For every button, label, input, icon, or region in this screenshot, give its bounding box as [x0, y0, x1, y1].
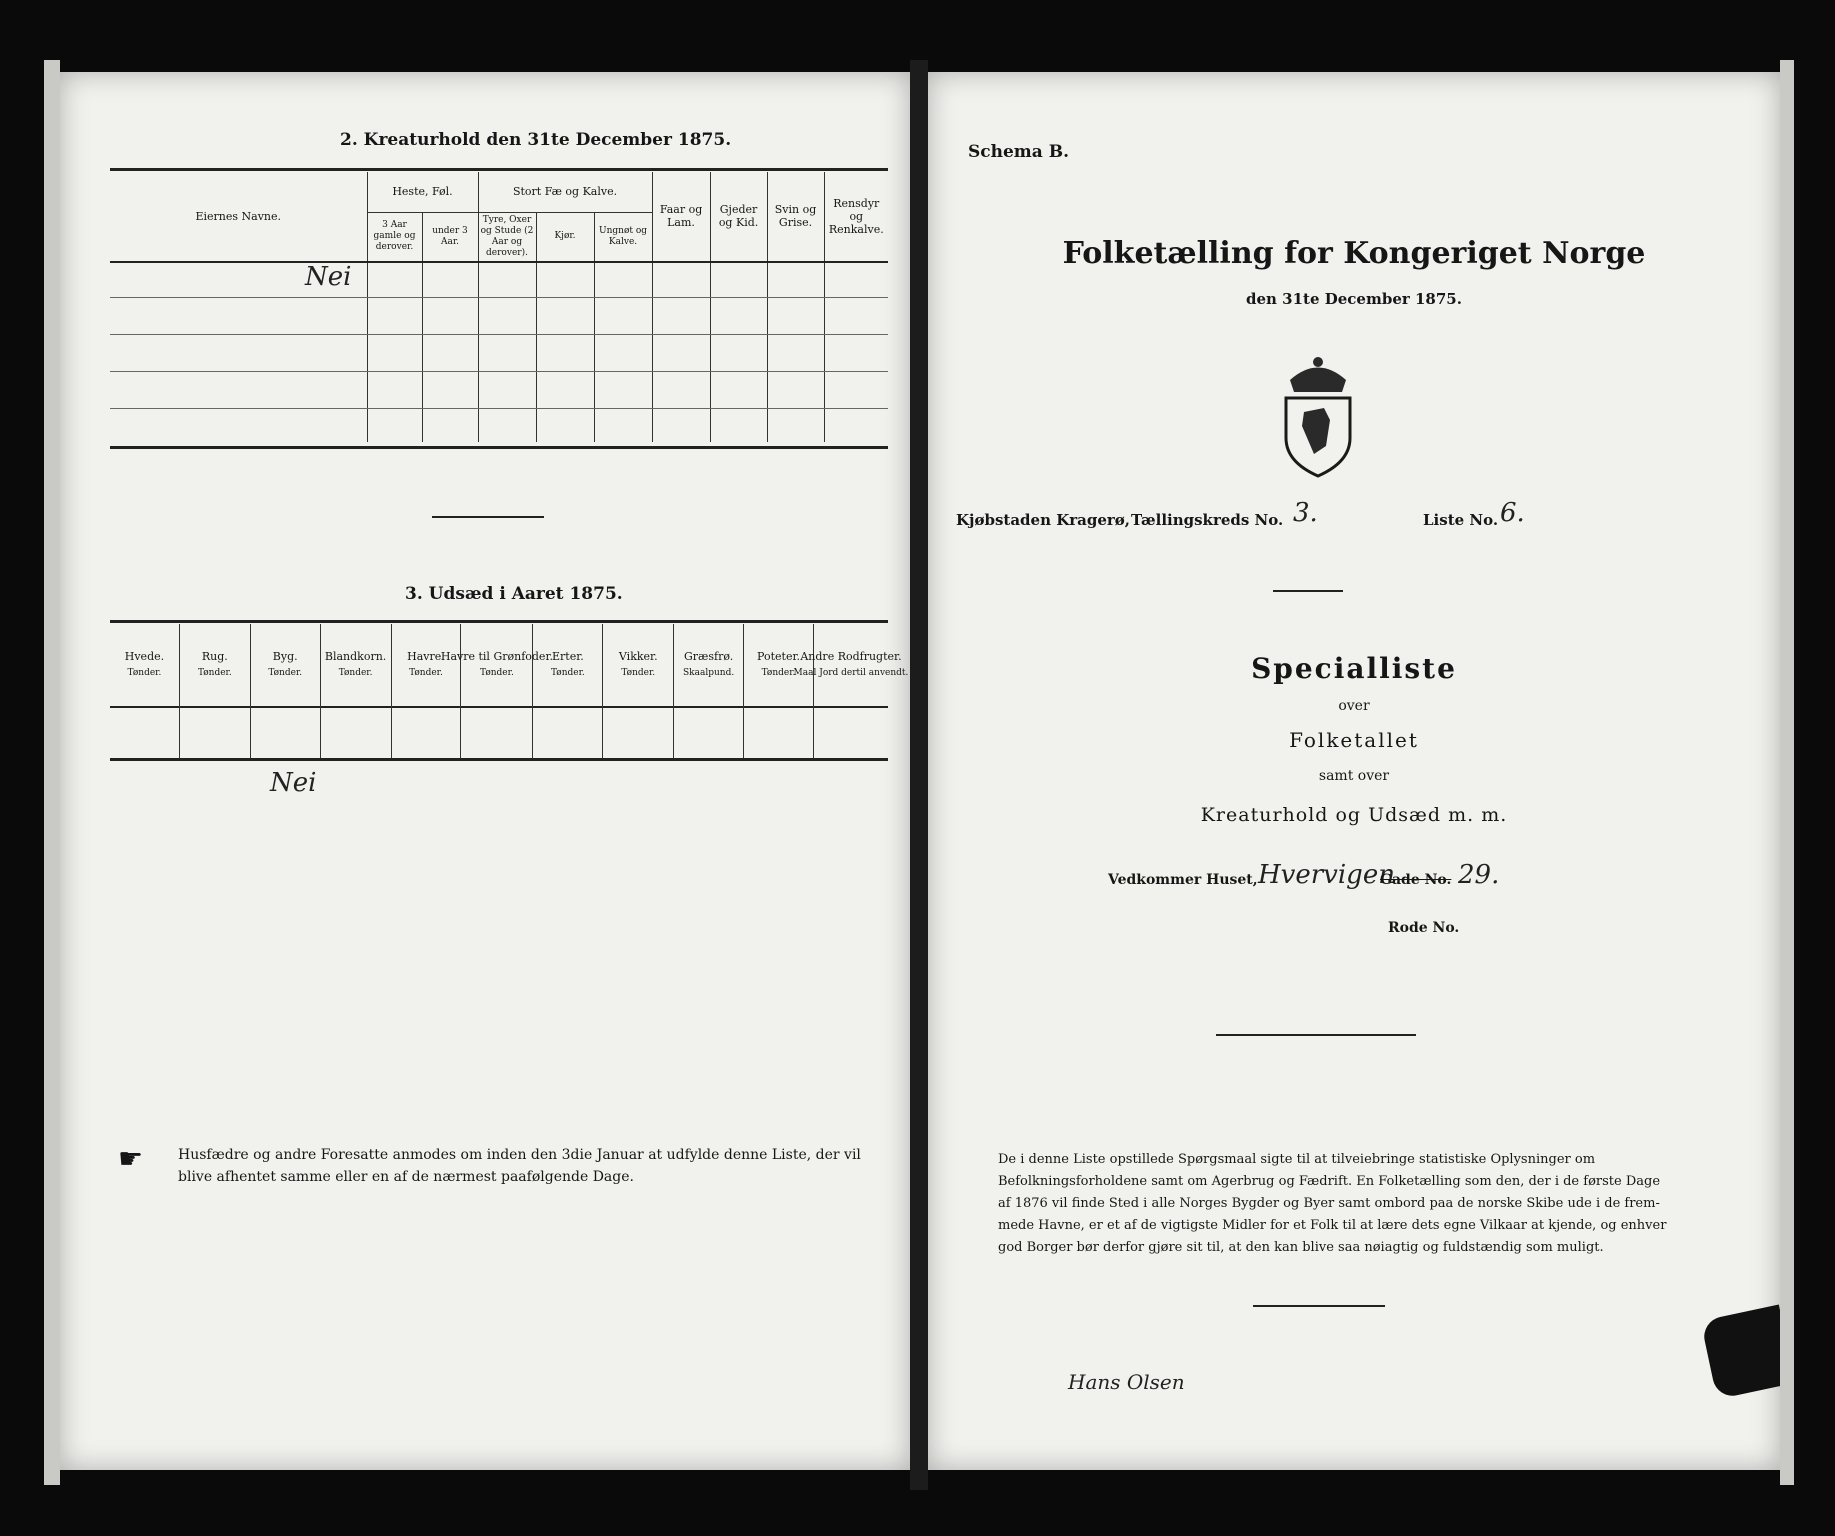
udsaed-column-name: Græsfrø.: [683, 650, 734, 663]
handwritten-nei-udsaed: Nei: [270, 768, 317, 798]
district-value: 3.: [1293, 498, 1318, 528]
notice-text: Husfædre og andre Foresatte anmodes om inden den 3die Januar at udfylde denne Liste, der vil blive afhentet samme eller en af de nærmest paafølgende Dage.: [178, 1147, 861, 1185]
table-row: [110, 372, 367, 409]
coat-of-arms-icon: [1268, 350, 1368, 480]
udsaed-column-unit: Tønder.: [197, 668, 232, 678]
col-stort-fae-group: Stort Fæ og Kalve.: [478, 172, 652, 212]
udsaed-column-name: Havre.: [407, 650, 445, 663]
col-heste-under3: under 3 Aar.: [422, 212, 478, 262]
udsaed-entry-cell: [814, 708, 888, 758]
udsaed-column-name: Vikker.: [618, 650, 658, 663]
house-value: Hvervigen: [1258, 860, 1395, 890]
udsaed-column-name: Erter.: [551, 650, 584, 663]
table2-top-rule: [110, 168, 888, 171]
udsaed-entry-cell: [392, 708, 461, 758]
udsaed-column: [180, 624, 251, 758]
divider: [1273, 590, 1343, 592]
info-paragraph: [998, 1149, 1738, 1259]
udsaed-entry-cell: [180, 708, 250, 758]
udsaed-column: [251, 624, 321, 758]
left-page-edge: [44, 60, 60, 1485]
house-label: Vedkommer Huset,: [1108, 872, 1258, 888]
udsaed-column: [440, 624, 553, 758]
over-text: over: [1338, 698, 1370, 714]
pointing-hand-icon: ☛: [118, 1142, 144, 1175]
gade-label: Gade No.: [1380, 872, 1452, 888]
udsaed-table: [110, 624, 909, 758]
handwritten-nei-kreaturhold: Nei: [305, 262, 352, 292]
kreaturhold-table: [110, 172, 888, 442]
udsaed-column-unit: Tønder.: [480, 668, 514, 678]
book-spine: [910, 60, 928, 1490]
district-label: Tællingskreds No.: [1131, 511, 1284, 529]
schema-label: Schema B.: [968, 142, 1070, 162]
col-heste-3aar: 3 Aar gamle og derover.: [367, 212, 422, 262]
udsaed-column: [392, 624, 462, 758]
udsaed-column-unit: Maal Jord dertil anvendt.: [793, 668, 909, 678]
left-page: [60, 72, 910, 1470]
udsaed-column-unit: Tønder.: [338, 668, 373, 678]
udsaed-entry-cell: [321, 708, 391, 758]
section3-title: 3. Udsæd i Aaret 1875.: [405, 584, 623, 604]
udsaed-entry-cell: [533, 708, 602, 758]
col-kjor: Kjør.: [536, 212, 594, 262]
udsaed-entry-cell: [674, 708, 743, 758]
col-tyre-oxer: Tyre, Oxer og Stude (2 Aar og derover).: [478, 212, 536, 262]
rode-label: Rode No.: [1388, 920, 1460, 936]
udsaed-entry-cell: [110, 708, 179, 758]
col-faar: Faar og Lam.: [652, 172, 710, 262]
udsaed-entry-cell: [251, 708, 320, 758]
udsaed-column-name: Rug.: [201, 650, 228, 663]
folketallet-heading: Folketallet: [1289, 728, 1419, 752]
gade-value: 29.: [1458, 860, 1500, 890]
udsaed-entry-cell: [461, 708, 532, 758]
udsaed-column-name: Andre Rodfrugter.: [800, 650, 902, 663]
section2-title: 2. Kreaturhold den 31te December 1875.: [340, 130, 732, 150]
info-line-3: af 1876 vil finde Sted i alle Norges Bygder og Byer samt ombord paa de norske Skibe ude i de frem-: [998, 1196, 1660, 1211]
udsaed-column-unit: Tønder.: [621, 668, 656, 678]
udsaed-column-name: Blandkorn.: [324, 650, 387, 663]
udsaed-column-unit: Tønder.: [409, 668, 443, 678]
udsaed-column: [793, 624, 909, 758]
right-page-edge: [1780, 60, 1794, 1485]
table-row: [110, 298, 367, 335]
udsaed-column-name: Poteter.: [757, 650, 801, 663]
col-rensdyr: Rensdyr og Renkalve.: [824, 172, 888, 262]
census-title: Folketælling for Kongeriget Norge: [1062, 236, 1646, 271]
city-label: Kjøbstaden Kragerø,: [956, 511, 1131, 529]
table3-top-rule: [110, 620, 888, 623]
page-tab: [1701, 1305, 1780, 1400]
udsaed-column: [674, 624, 744, 758]
udsaed-column-name: Havre til Grønfoder.: [440, 650, 553, 663]
table3-bottom-rule: [110, 758, 888, 761]
col-svin: Svin og Grise.: [767, 172, 824, 262]
info-line-2: Befolkningsforholdene samt om Agerbrug og Fædrift. En Folketælling som den, der i de første Dage: [998, 1174, 1661, 1189]
census-date: den 31te December 1875.: [1246, 290, 1462, 308]
divider: [1253, 1305, 1385, 1307]
udsaed-entry-cell: [603, 708, 673, 758]
samt-over-text: samt over: [1318, 768, 1390, 784]
udsaed-column: [321, 624, 392, 758]
udsaed-column-unit: Tønder.: [761, 668, 796, 678]
udsaed-column: [744, 624, 814, 758]
col-ungnot: Ungnøt og Kalve.: [594, 212, 652, 262]
divider: [1216, 1034, 1416, 1036]
list-label: Liste No.: [1423, 511, 1499, 529]
udsaed-column-name: Hvede.: [124, 650, 165, 663]
udsaed-column-unit: Skaalpund.: [683, 668, 735, 678]
info-line-4: mede Havne, er et af de vigtigste Midler for et Folk til at lære dets egne Vilkaar at kjende, og enhver: [998, 1218, 1667, 1233]
specialliste-heading: Specialliste: [1251, 652, 1457, 685]
table2-bottom-rule: [110, 446, 888, 449]
list-value: 6.: [1500, 498, 1525, 528]
table-row: [110, 409, 367, 442]
udsaed-entry-cell: [744, 708, 813, 758]
udsaed-column-unit: Tønder.: [127, 668, 162, 678]
kreaturhold-heading: Kreaturhold og Udsæd m. m.: [1200, 804, 1508, 826]
right-page: [928, 72, 1780, 1470]
col-gjeder: Gjeder og Kid.: [710, 172, 767, 262]
udsaed-column: [603, 624, 674, 758]
udsaed-column: [110, 624, 180, 758]
udsaed-column-unit: Tønder.: [550, 668, 585, 678]
divider: [432, 516, 544, 518]
udsaed-column-unit: Tønder.: [268, 668, 303, 678]
signature: Hans Olsen: [1068, 1370, 1185, 1394]
udsaed-column-name: Byg.: [272, 650, 298, 663]
col-eiernes-navne: Eiernes Navne.: [110, 172, 367, 262]
udsaed-column: [533, 624, 603, 758]
info-line-1: De i denne Liste opstillede Spørgsmaal sigte til at tilveiebringe statistiske Oplysninger om: [998, 1152, 1596, 1167]
info-line-5: god Borger bør derfor gjøre sit til, at den kan blive saa nøiagtig og fuldstændig som muligt.: [998, 1240, 1604, 1255]
col-heste-group: Heste, Føl.: [367, 172, 478, 212]
table-row: [110, 335, 367, 372]
